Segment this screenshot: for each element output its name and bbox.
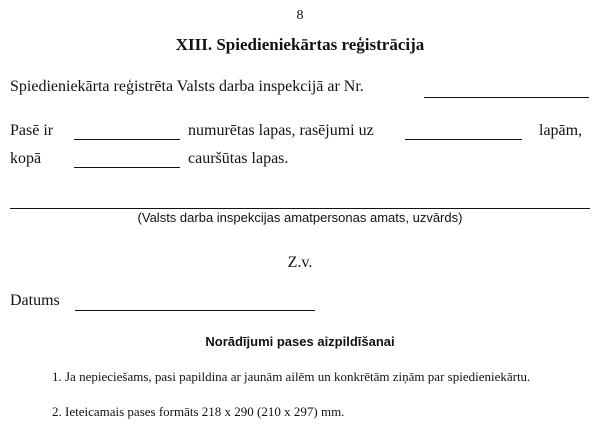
date-label: Datums	[10, 292, 60, 309]
registration-label: Spiedieniekārta reģistrēta Valsts darba inspekcijā ar Nr.	[10, 78, 364, 95]
instruction-item: 2. Ieteicamais pases formāts 218 x 290 (210 x 297) mm.	[52, 404, 345, 419]
pages-suffix-label: lapām,	[539, 122, 583, 139]
date-field[interactable]	[75, 310, 315, 311]
numbered-pages-label: numurētas lapas, rasējumi uz	[188, 122, 374, 139]
page-number: 8	[296, 8, 304, 23]
section-title: XIII. Spiedieniekārtas reģistrācija	[175, 35, 425, 54]
instructions-title: Norādījumi pases aizpildīšanai	[205, 334, 395, 349]
stitched-pages-label: cauršūtas lapas.	[188, 150, 289, 167]
total-label: kopā	[10, 150, 42, 167]
stitched-pages-field[interactable]	[74, 167, 180, 168]
pages-label: Pasē ir	[10, 122, 54, 139]
official-signature-line[interactable]	[10, 208, 590, 209]
registration-number-field[interactable]	[424, 97, 589, 98]
drawings-pages-field[interactable]	[405, 139, 522, 140]
stamp-place: Z.v.	[287, 254, 313, 271]
numbered-pages-field[interactable]	[74, 139, 180, 140]
official-caption: (Valsts darba inspekcijas amatpersonas amats, uzvārds)	[137, 210, 463, 225]
instruction-item: 1. Ja nepieciešams, pasi papildina ar jaunām ailēm un konkrētām ziņām par spiedieniekārtu.	[52, 369, 531, 384]
